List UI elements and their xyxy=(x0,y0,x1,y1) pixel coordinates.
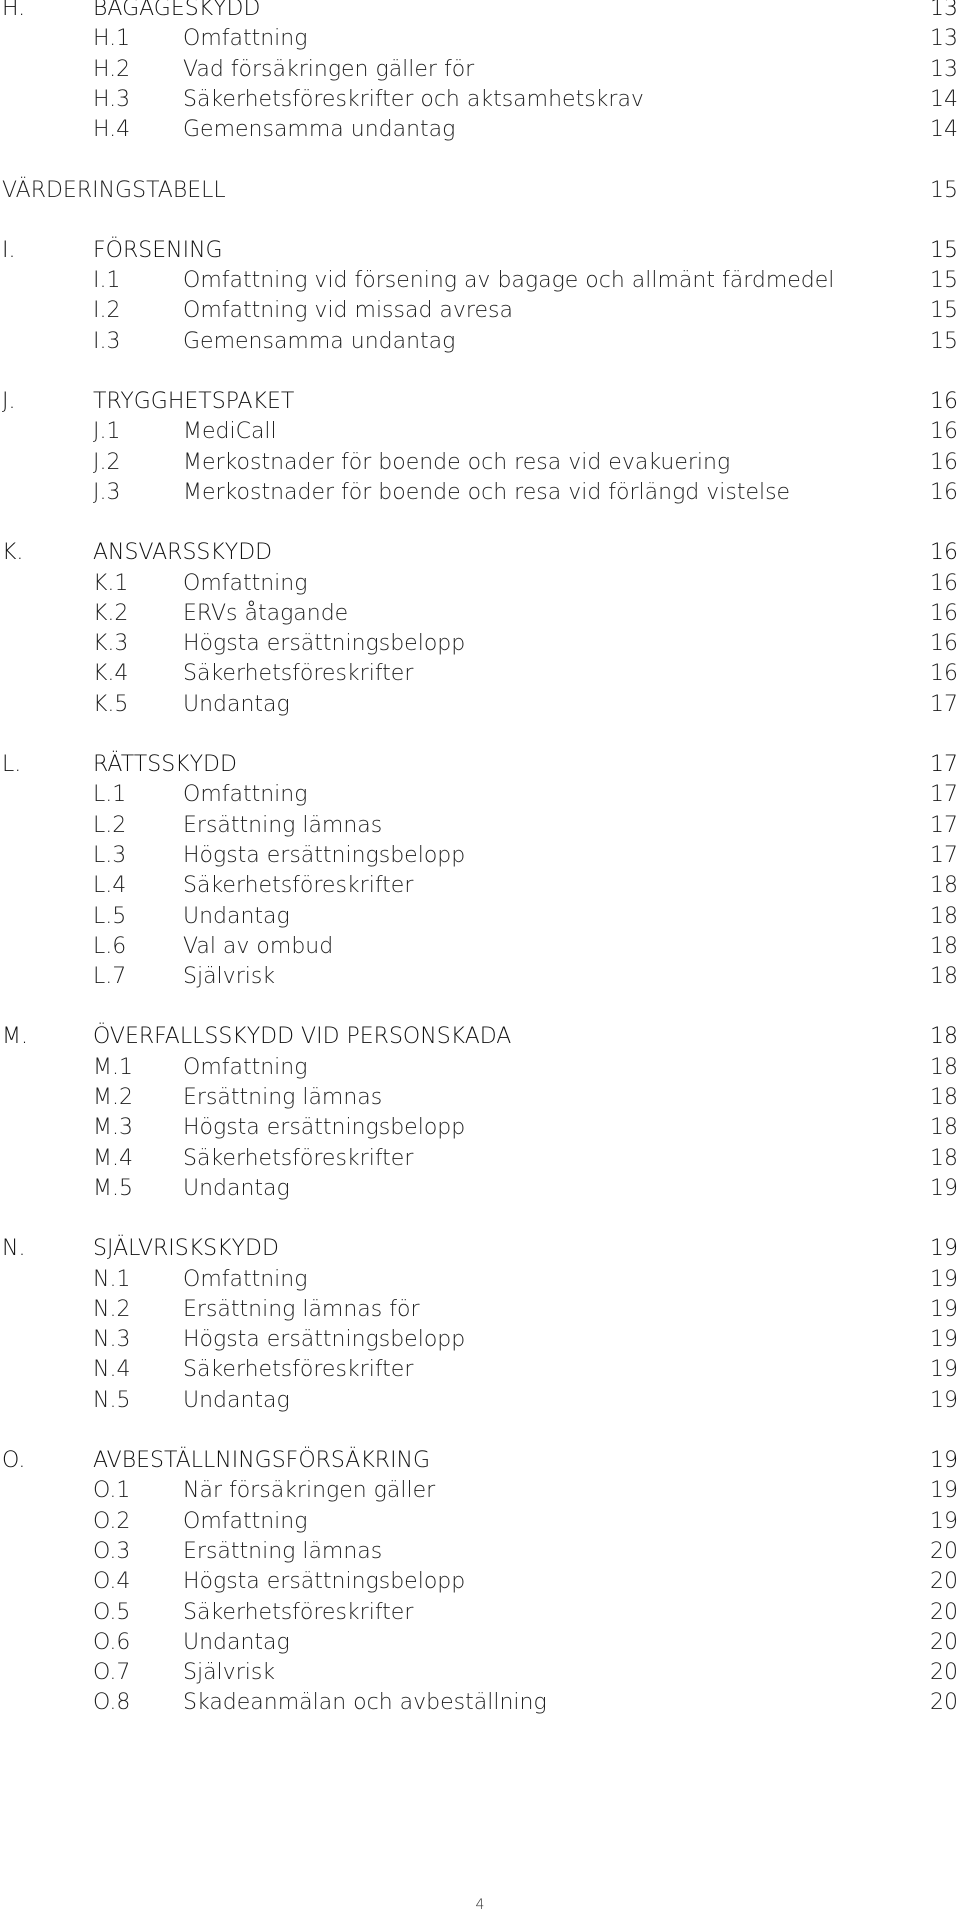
toc-entry-number: K.1 xyxy=(93,570,129,596)
toc-section-letter: H. xyxy=(2,0,26,21)
toc-entry xyxy=(0,1295,960,1325)
toc-page-number: 19 xyxy=(930,1296,958,1322)
toc-entry-title: Högsta ersättningsbelopp xyxy=(183,1327,466,1353)
toc-entry xyxy=(0,1144,960,1174)
toc-page-number: 19 xyxy=(930,1266,958,1292)
toc-entry-title: Omfattning xyxy=(183,26,308,52)
toc-entry-title: Omfattning vid försening av bagage och allmänt färdmedel xyxy=(183,268,835,294)
toc-page-number: 19 xyxy=(930,1357,958,1383)
toc-section-title: ANSVARSSKYDD xyxy=(93,540,273,566)
toc-page-number: 19 xyxy=(930,1508,958,1534)
toc-entry-title: Vad försäkringen gäller för xyxy=(183,56,475,82)
toc-page-number: 20 xyxy=(930,1690,958,1716)
toc-entry-title: Merkostnader för boende och resa vid evakuering xyxy=(183,449,731,475)
toc-entry-number: K.4 xyxy=(93,661,129,687)
toc-entry xyxy=(0,1083,960,1113)
toc-section-title: RÄTTSSKYDD xyxy=(93,752,237,777)
toc-entry xyxy=(0,296,960,326)
toc-entry xyxy=(0,266,960,296)
toc-page-number: 14 xyxy=(930,86,958,112)
toc-page-number: 16 xyxy=(930,570,958,596)
toc-page-number: 16 xyxy=(930,631,958,657)
toc-entry xyxy=(0,1174,960,1204)
toc-entry-title: Ersättning lämnas xyxy=(183,812,383,838)
toc-section-heading xyxy=(0,1022,960,1052)
toc-page-number: 19 xyxy=(930,1175,958,1201)
toc-entry-title: Merkostnader för boende och resa vid förlängd vistelse xyxy=(183,479,791,505)
toc-entry-title: Omfattning xyxy=(183,1266,308,1292)
toc-section-letter: M. xyxy=(2,1024,28,1050)
toc-entry xyxy=(0,55,960,85)
toc-entry-title: Ersättning lämnas xyxy=(183,1538,383,1564)
toc-section-letter: O. xyxy=(2,1448,26,1473)
toc-section-title: VÄRDERINGSTABELL xyxy=(2,177,226,203)
toc-entry-number: I.3 xyxy=(93,328,121,354)
toc-entry xyxy=(0,1598,960,1628)
toc-entry-title: Självrisk xyxy=(183,1660,276,1686)
toc-entry xyxy=(0,962,960,992)
toc-page-number: 15 xyxy=(930,268,958,294)
toc-entry-title: Omfattning xyxy=(183,570,308,596)
toc-entry-number: N.5 xyxy=(93,1387,131,1413)
page-number: 4 xyxy=(475,1897,485,1913)
toc-entry xyxy=(0,690,960,720)
toc-section-letter: I. xyxy=(2,237,16,263)
toc-entry xyxy=(0,902,960,932)
toc-entry xyxy=(0,1355,960,1385)
toc-section-title: SJÄLVRISKSKYDD xyxy=(93,1236,279,1262)
toc-section-title: FÖRSENING xyxy=(93,237,223,263)
toc-entry-number: I.1 xyxy=(93,268,121,294)
toc-entry-number: O.5 xyxy=(93,1599,131,1625)
toc-entry-title: Val av ombud xyxy=(183,933,334,959)
toc-page-number: 16 xyxy=(930,479,958,505)
toc-entry-number: L.3 xyxy=(93,842,127,868)
toc-entry-title: Självrisk xyxy=(183,964,276,990)
toc-entry-title: Undantag xyxy=(183,903,290,929)
toc-entry-number: O.1 xyxy=(93,1478,131,1504)
toc-entry-title: Omfattning xyxy=(183,782,308,808)
toc-page-number: 17 xyxy=(930,782,958,808)
toc-entry xyxy=(0,599,960,629)
toc-entry-number: K.5 xyxy=(93,691,129,717)
toc-section-letter: J. xyxy=(2,389,16,414)
toc-entry-title: Undantag xyxy=(183,1175,290,1201)
toc-entry xyxy=(0,1507,960,1537)
toc-page-number: 18 xyxy=(930,1054,958,1080)
toc-entry-title: Säkerhetsföreskrifter och aktsamhetskrav xyxy=(183,86,644,112)
toc-entry-number: H.3 xyxy=(93,86,131,112)
toc-entry xyxy=(0,1567,960,1597)
toc-entry-number: L.1 xyxy=(93,782,127,808)
toc-entry-number: L.2 xyxy=(93,812,127,838)
toc-entry-number: O.2 xyxy=(93,1508,131,1534)
toc-page-number: 16 xyxy=(930,419,958,445)
toc-page-number: 18 xyxy=(930,1085,958,1110)
toc-entry-number: J.3 xyxy=(93,479,121,505)
toc-entry-number: L.4 xyxy=(93,873,127,899)
toc-entry-number: J.1 xyxy=(93,419,121,445)
toc-entry xyxy=(0,417,960,447)
toc-entry-title: Ersättning lämnas för xyxy=(183,1296,420,1322)
toc-entry-number: O.8 xyxy=(93,1690,131,1716)
toc-page-number: 15 xyxy=(930,298,958,324)
toc-entry-number: I.2 xyxy=(93,298,121,324)
toc-entry-number: M.1 xyxy=(93,1054,133,1080)
toc-entry xyxy=(0,1688,960,1718)
toc-page-number: 15 xyxy=(930,237,958,263)
toc-entry xyxy=(0,811,960,841)
toc-page-number: 18 xyxy=(930,873,958,899)
toc-entry-number: N.2 xyxy=(93,1296,131,1322)
toc-section-heading xyxy=(0,176,960,206)
toc-section-title: BAGAGESKYDD xyxy=(93,0,261,21)
toc-section-title: TRYGGHETSPAKET xyxy=(93,389,295,414)
toc-entry-title: Högsta ersättningsbelopp xyxy=(183,842,466,868)
toc-entry-title: Undantag xyxy=(183,1629,290,1655)
toc-page-number: 18 xyxy=(930,1024,958,1050)
toc-entry-number: M.3 xyxy=(93,1115,133,1141)
toc-entry-title: Högsta ersättningsbelopp xyxy=(183,1115,466,1141)
toc-page-number: 18 xyxy=(930,1115,958,1141)
toc-page-number: 18 xyxy=(930,903,958,929)
toc-page-number: 16 xyxy=(930,540,958,566)
toc-entry-number: O.6 xyxy=(93,1629,131,1655)
toc-entry-number: H.1 xyxy=(93,26,131,52)
toc-page-number: 13 xyxy=(930,56,958,82)
toc-entry xyxy=(0,629,960,659)
toc-entry xyxy=(0,1476,960,1506)
toc-entry-number: N.4 xyxy=(93,1357,131,1383)
toc-entry-title: Gemensamma undantag xyxy=(183,117,456,143)
toc-page-number: 20 xyxy=(930,1569,958,1595)
toc-entry xyxy=(0,115,960,145)
toc-page-number: 13 xyxy=(930,0,958,21)
toc-section-letter: K. xyxy=(2,540,24,566)
toc-entry-number: N.1 xyxy=(93,1266,131,1292)
toc-entry xyxy=(0,1537,960,1567)
toc-entry-title: Omfattning xyxy=(183,1508,308,1534)
toc-entry-title: Omfattning vid missad avresa xyxy=(183,298,513,324)
toc-entry-title: Omfattning xyxy=(183,1054,308,1080)
toc-entry xyxy=(0,569,960,599)
toc-page-number: 18 xyxy=(930,933,958,959)
toc-page-number: 19 xyxy=(930,1327,958,1353)
toc-section-heading xyxy=(0,1234,960,1264)
toc-entry xyxy=(0,1053,960,1083)
toc-entry-title: Säkerhetsföreskrifter xyxy=(183,1357,414,1383)
toc-page-number: 18 xyxy=(930,964,958,990)
toc-entry-number: H.4 xyxy=(93,117,131,143)
toc-section-letter: N. xyxy=(2,1236,26,1262)
toc-page-number: 20 xyxy=(930,1599,958,1625)
toc-entry-title: Undantag xyxy=(183,691,290,717)
toc-page-number: 14 xyxy=(930,117,958,143)
toc-entry xyxy=(0,1386,960,1416)
toc-entry xyxy=(0,932,960,962)
toc-entry xyxy=(0,871,960,901)
toc-entry xyxy=(0,85,960,115)
toc-page-number: 17 xyxy=(930,812,958,838)
toc-page-number: 16 xyxy=(930,600,958,626)
toc-page-number: 17 xyxy=(930,691,958,717)
toc-entry-number: L.7 xyxy=(93,964,127,990)
toc-section-heading xyxy=(0,538,960,568)
toc-entry-number: M.4 xyxy=(93,1145,133,1171)
toc-entry-number: K.2 xyxy=(93,600,129,626)
toc-entry-title: Säkerhetsföreskrifter xyxy=(183,1145,414,1171)
toc-entry-title: Högsta ersättningsbelopp xyxy=(183,631,466,657)
toc-page-number: 17 xyxy=(930,752,958,777)
toc-entry-title: MediCall xyxy=(183,419,277,445)
toc-section-title: ÖVERFALLSSKYDD VID PERSONSKADA xyxy=(93,1024,512,1050)
toc-entry xyxy=(0,327,960,357)
toc-entry-number: O.7 xyxy=(93,1660,131,1686)
toc-entry-number: O.4 xyxy=(93,1569,131,1595)
toc-page-number: 16 xyxy=(930,389,958,414)
toc-entry-number: M.2 xyxy=(93,1085,133,1110)
toc-section-letter: L. xyxy=(2,752,22,777)
toc-page-number: 15 xyxy=(930,328,958,354)
toc-section-heading xyxy=(0,387,960,417)
toc-entry-title: Säkerhetsföreskrifter xyxy=(183,873,414,899)
toc-page-number: 15 xyxy=(930,177,958,203)
toc-entry-title: Ersättning lämnas xyxy=(183,1085,383,1110)
toc-entry xyxy=(0,1265,960,1295)
toc-entry-title: Undantag xyxy=(183,1387,290,1413)
toc-entry-number: M.5 xyxy=(93,1175,133,1201)
toc-page-number: 19 xyxy=(930,1478,958,1504)
toc-section-heading xyxy=(0,236,960,266)
toc-page-number: 19 xyxy=(930,1236,958,1262)
toc-page-number: 20 xyxy=(930,1538,958,1564)
toc-section-heading xyxy=(0,0,960,24)
toc-page-number: 16 xyxy=(930,661,958,687)
toc-page-number: 19 xyxy=(930,1448,958,1473)
toc-page-number: 20 xyxy=(930,1660,958,1686)
toc-entry-title: Högsta ersättningsbelopp xyxy=(183,1569,466,1595)
toc-entry xyxy=(0,478,960,508)
toc-page-number: 20 xyxy=(930,1629,958,1655)
toc-page-number: 17 xyxy=(930,842,958,868)
toc-page-number: 18 xyxy=(930,1145,958,1171)
toc-entry-number: J.2 xyxy=(93,449,121,475)
toc-entry xyxy=(0,841,960,871)
toc-entry-number: L.5 xyxy=(93,903,127,929)
toc-entry-title: När försäkringen gäller xyxy=(183,1478,436,1504)
toc-page-number: 13 xyxy=(930,26,958,52)
toc-entry-number: O.3 xyxy=(93,1538,131,1564)
toc-section-heading xyxy=(0,750,960,780)
toc-entry xyxy=(0,1325,960,1355)
toc-entry-title: Skadeanmälan och avbeställning xyxy=(183,1690,547,1716)
toc-entry-title: ERVs åtagande xyxy=(183,600,349,626)
toc-entry xyxy=(0,659,960,689)
toc-entry xyxy=(0,1658,960,1688)
toc-entry xyxy=(0,780,960,810)
toc-section-heading xyxy=(0,1446,960,1476)
toc-entry xyxy=(0,1628,960,1658)
toc-entry-title: Säkerhetsföreskrifter xyxy=(183,661,414,687)
toc-page-number: 16 xyxy=(930,449,958,475)
toc-page-number: 19 xyxy=(930,1387,958,1413)
toc-entry-number: H.2 xyxy=(93,56,131,82)
toc-entry-title: Säkerhetsföreskrifter xyxy=(183,1599,414,1625)
toc-section-title: AVBESTÄLLNINGSFÖRSÄKRING xyxy=(93,1448,431,1473)
toc-entry-number: N.3 xyxy=(93,1327,131,1353)
toc-entry-title: Gemensamma undantag xyxy=(183,328,456,354)
toc-entry xyxy=(0,448,960,478)
toc-entry xyxy=(0,24,960,54)
toc-entry-number: L.6 xyxy=(93,933,127,959)
toc-entry xyxy=(0,1113,960,1143)
toc-entry-number: K.3 xyxy=(93,631,129,657)
